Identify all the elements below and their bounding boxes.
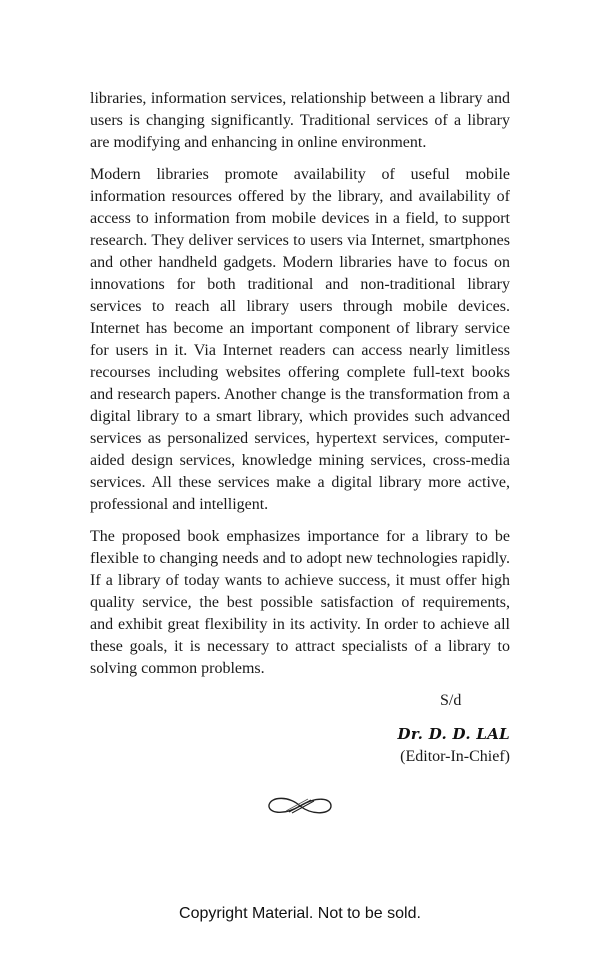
paragraph-3: The proposed book emphasizes importance for a library to be flexible to changing needs and to adopt new technologies rapidly. If a library of today wants to achieve success, it must offer high quality service, the best possible satisfaction of requirements, and exhibit great flexibility in its activity. In order to achieve all these goals, it is necessary to attract specialists of a library to solving common problems. — [90, 528, 510, 677]
copyright-notice: Copyright Material. Not to be sold. — [179, 905, 421, 922]
signature-name: Dr. D. D. LAL — [397, 725, 510, 743]
paragraph-2: Modern libraries promote availability of useful mobile information resources offered by the library, and availability of access to information from mobile devices in a field, to support research. They deliver services to users via Internet, smartphones and other handheld gadgets. Modern libraries have to focus on innovations for both traditional and non-traditional library services to reach all library users through mobile devices. Internet has become an important component of library service for users in it. Via Internet readers can access nearly limitless recourses including websites offering complete full-text books and research papers. Another change is the transformation from a digital library to a smart library, which provides such advanced services as personalized services, hypertext services, computer-aided design services, knowledge mining services, cross-media services. All these services make a digital library more active, professional and intelligent. — [90, 166, 510, 513]
infinity-flourish-icon — [265, 792, 335, 820]
signature-sd: S/d — [440, 692, 462, 709]
signature-role: (Editor-In-Chief) — [400, 748, 510, 765]
paragraph-1: libraries, information services, relationship between a library and users is changing significantly. Traditional services of a library are modifying and enhancing in online environment. — [90, 90, 510, 151]
body-text — [90, 88, 510, 690]
